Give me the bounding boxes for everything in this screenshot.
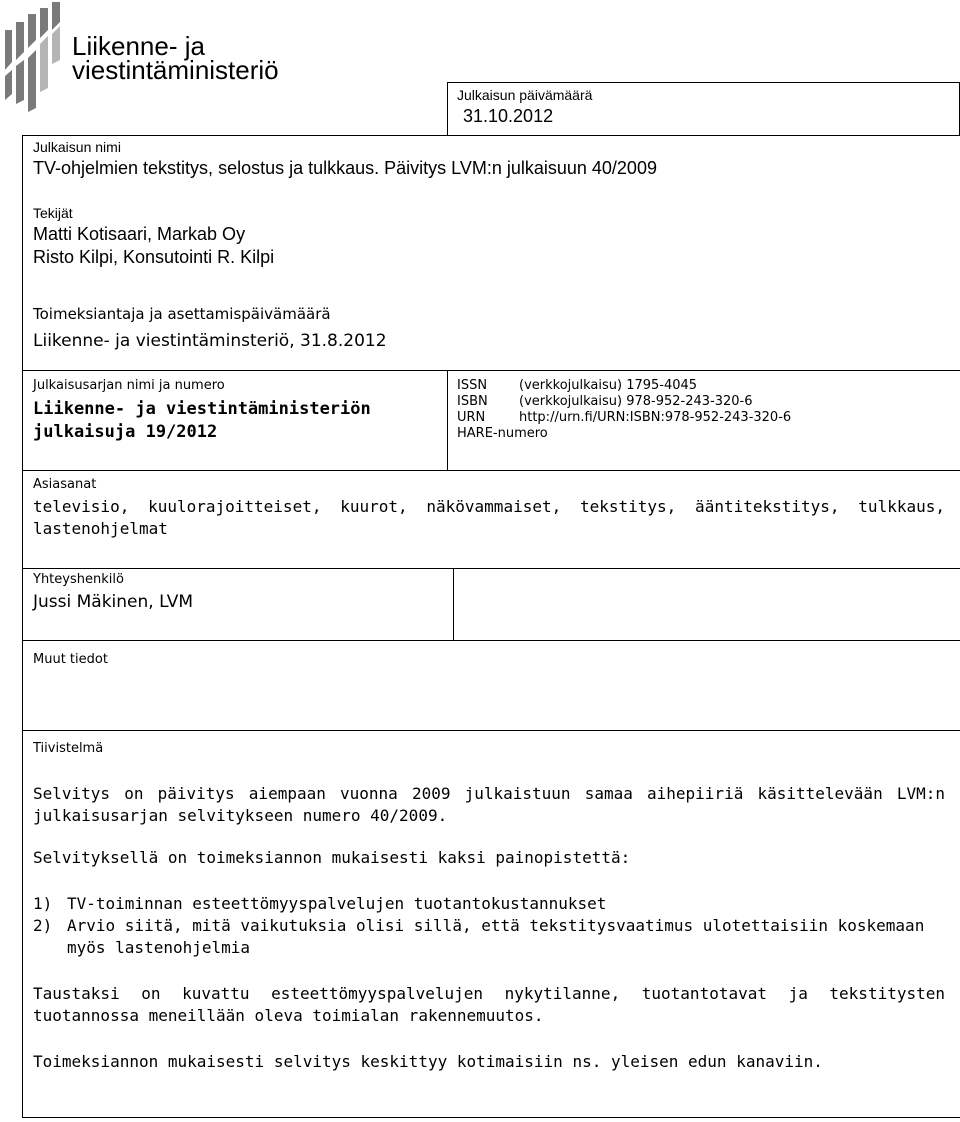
urn-value: http://urn.fi/URN:ISBN:978-952-243-320-6 xyxy=(519,410,792,425)
contact-row-top-border xyxy=(22,568,960,569)
keywords-value: televisio, kuulorajoitteiset, kuurot, näkövammaiset, tekstitys, ääntitekstitys, tulkkaus, lastenohjelmat xyxy=(33,497,945,538)
list-item-number: 2) xyxy=(33,916,53,935)
contact-label: Yhteyshenkilö xyxy=(33,572,124,587)
summary-label: Tiivistelmä xyxy=(33,741,104,756)
publication-date-label: Julkaisun päivämäärä xyxy=(457,87,593,103)
hare-number: HARE-numero xyxy=(457,426,548,441)
series-title-line-2: julkaisuja 19/2012 xyxy=(33,422,218,442)
issn-row xyxy=(457,378,791,394)
author-1: Matti Kotisaari, Markab Oy xyxy=(33,224,246,244)
urn-key: URN xyxy=(457,410,486,425)
isbn-value: (verkkojulkaisu) 978-952-243-320-6 xyxy=(519,394,753,409)
contact-value: Jussi Mäkinen, LVM xyxy=(33,592,193,612)
summary-paragraph-2: Selvityksellä on toimeksiannon mukaisesti kaksi painopistettä: xyxy=(33,848,631,867)
summary-paragraph-1: Selvitys on päivitys aiempaan vuonna 2009 julkaistuun samaa aihepiiriä käsittelevään LVM:n julkaisusarjan selvitykseen numero 40/2009. xyxy=(33,784,945,825)
summary-row-top-border xyxy=(22,730,960,731)
isbn-key: ISBN xyxy=(457,394,488,409)
date-box-top-border xyxy=(447,82,960,83)
identifiers-block xyxy=(457,378,791,442)
urn-row xyxy=(457,410,791,426)
list-item xyxy=(33,915,945,959)
series-row-divider xyxy=(447,370,448,470)
date-box-left-border xyxy=(447,82,448,135)
other-info-row-top-border xyxy=(22,640,960,641)
summary-priority-list xyxy=(33,893,945,959)
other-info-label: Muut tiedot xyxy=(33,652,108,667)
authors-label: Tekijät xyxy=(33,205,73,221)
commissioner-label: Toimeksiantaja ja asettamispäivämäärä xyxy=(33,305,331,323)
list-item xyxy=(33,893,945,915)
logo-line-1: Liikenne- ja xyxy=(72,31,205,61)
list-item-text: Arvio siitä, mitä vaikutuksia olisi sillä, että tekstitysvaatimus ulotettaisiin koskemaan myös lastenohjelmia xyxy=(67,916,925,957)
publication-name-label: Julkaisun nimi xyxy=(33,139,121,155)
ministry-logo-emblem xyxy=(2,0,60,118)
series-row-top-border xyxy=(22,370,960,371)
list-item-text: TV-toiminnan esteettömyyspalvelujen tuotantokustannukset xyxy=(67,894,607,913)
series-title-line-1: Liikenne- ja viestintäministeriön xyxy=(33,399,371,419)
summary-paragraph-3: Taustaksi on kuvattu esteettömyyspalvelujen nykytilanne, tuotantotavat ja tekstitysten tuotannossa meneillään oleva toimialan rakennemuutos. xyxy=(33,984,945,1025)
series-label: Julkaisusarjan nimi ja numero xyxy=(33,378,225,393)
commissioner-value: Liikenne- ja viestintäminsteriö, 31.8.2012 xyxy=(33,331,387,351)
isbn-row xyxy=(457,394,791,410)
keywords-row-top-border xyxy=(22,470,960,471)
list-item-number: 1) xyxy=(33,894,53,913)
series-title xyxy=(33,398,371,444)
keywords-label: Asiasanat xyxy=(33,477,97,492)
form-top-border xyxy=(22,135,960,136)
summary-body xyxy=(33,783,945,1073)
ministry-logo-text xyxy=(72,31,279,85)
contact-row-divider xyxy=(453,568,454,640)
summary-paragraph-4: Toimeksiannon mukaisesti selvitys keskittyy kotimaisiin ns. yleisen edun kanaviin. xyxy=(33,1052,823,1071)
issn-key: ISSN xyxy=(457,378,488,393)
logo-line-2: viestintäministeriö xyxy=(72,55,279,85)
publication-date-value: 31.10.2012 xyxy=(463,106,554,126)
publication-name-value: TV-ohjelmien tekstitys, selostus ja tulkkaus. Päivitys LVM:n julkaisuun 40/2009 xyxy=(33,158,657,178)
issn-value: (verkkojulkaisu) 1795-4045 xyxy=(519,378,698,393)
author-2: Risto Kilpi, Konsutointi R. Kilpi xyxy=(33,247,275,267)
